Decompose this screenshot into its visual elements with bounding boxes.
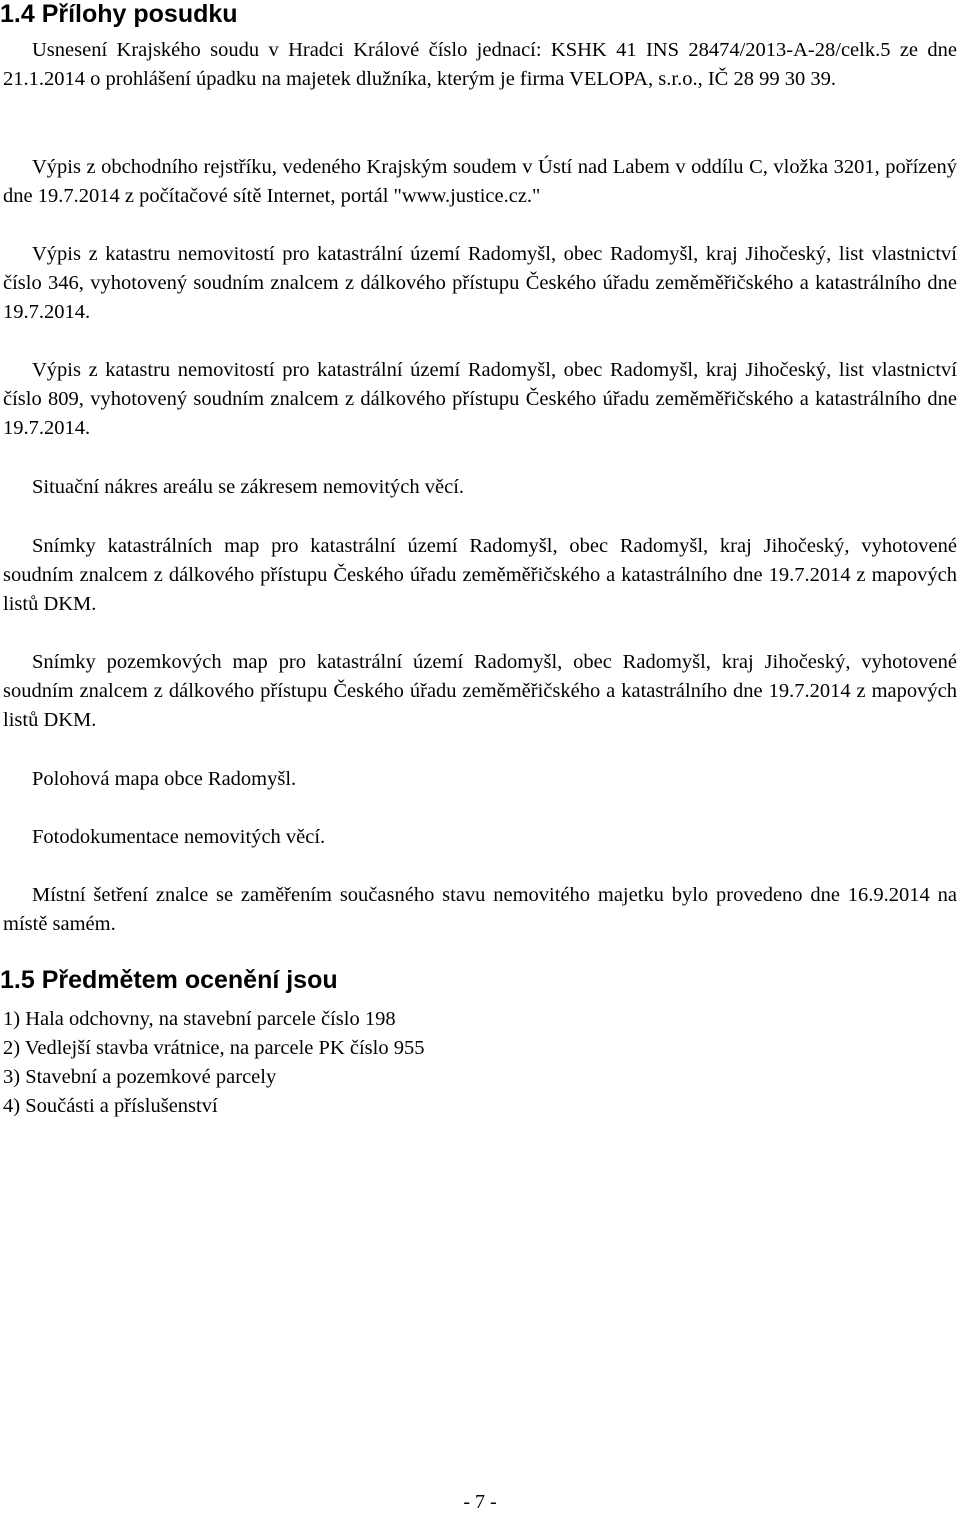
valuation-subject-list [3,1005,424,1121]
paragraph-site-plan: Situační nákres areálu se zákresem nemovitých věcí. [32,476,465,498]
paragraph-land-maps: Snímky pozemkových map pro katastrální území Radomyšl, obec Radomyšl, kraj Jihočeský, vyhotovené soudním znalcem z dálkového přístupu Českého úřadu zeměměřičského a katastrálního dne 19.7.2014 z mapových listů DKM. [3,651,957,731]
section-heading-subject: 1.5 Předmětem ocenění jsou [0,966,338,994]
list-item: 3) Stavební a pozemkové parcely [3,1066,277,1088]
paragraph-cadastre-lv-346: Výpis z katastru nemovitostí pro katastrální území Radomyšl, obec Radomyšl, kraj Jihočeský, list vlastnictví číslo 346, vyhotovený soudním znalcem z dálkového přístupu Českého úřadu zeměměřičského a katastrálního dne 19.7.2014. [3,243,957,323]
list-item: 2) Vedlejší stavba vrátnice, na parcele PK číslo 955 [3,1037,425,1059]
paragraph-photo-documentation: Fotodokumentace nemovitých věcí. [32,826,326,848]
paragraph-location-map: Polohová mapa obce Radomyšl. [32,768,297,790]
paragraph-site-inspection: Místní šetření znalce se zaměřením současného stavu nemovitého majetku bylo provedeno dne 16.9.2014 na místě samém. [3,884,957,935]
paragraph-business-register: Výpis z obchodního rejstříku, vedeného Krajským soudem v Ústí nad Labem v oddílu C, vložka 3201, pořízený dne 19.7.2014 z počítačové sítě Internet, portál "www.justice.cz." [3,156,957,207]
section-heading-attachments: 1.4 Přílohy posudku [0,0,238,28]
paragraph-court-resolution: Usnesení Krajského soudu v Hradci Králové číslo jednací: KSHK 41 INS 28474/2013-A-28/celk.5 ze dne 21.1.2014 o prohlášení úpadku na majetek dlužníka, kterým je firma VELOPA, s.r.o., IČ 28 99 30 39. [3,39,957,90]
list-item: 4) Součásti a příslušenství [3,1095,218,1117]
paragraph-cadastre-lv-809: Výpis z katastru nemovitostí pro katastrální území Radomyšl, obec Radomyšl, kraj Jihočeský, list vlastnictví číslo 809, vyhotovený soudním znalcem z dálkového přístupu Českého úřadu zeměměřičského a katastrálního dne 19.7.2014. [3,359,957,439]
page-number: - 7 - [463,1491,497,1513]
list-item: 1) Hala odchovny, na stavební parcele číslo 198 [3,1008,396,1030]
paragraph-cadastral-maps: Snímky katastrálních map pro katastrální území Radomyšl, obec Radomyšl, kraj Jihočeský, vyhotovené soudním znalcem z dálkového přístupu Českého úřadu zeměměřičského a katastrálního dne 19.7.2014 z mapových listů DKM. [3,535,957,615]
